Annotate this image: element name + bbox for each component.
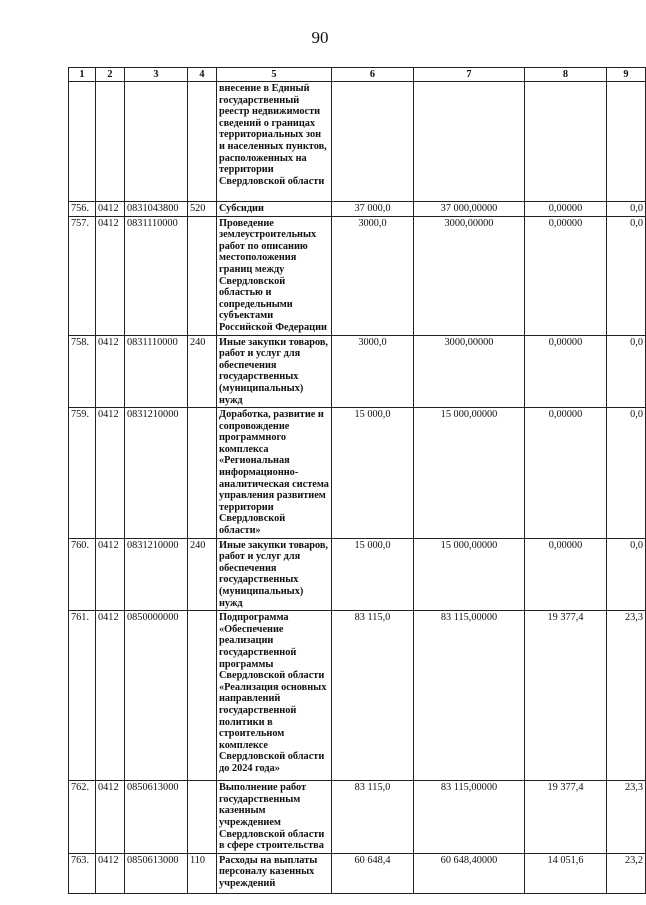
item-name: Доработка, развитие и сопровождение программного комплекса «Региональная информационно-аналитическая система управления развитием территории Свердловской области»: [217, 408, 332, 539]
section-code: 0412: [96, 853, 125, 893]
execution-percent: [607, 82, 646, 202]
section-code: 0412: [96, 538, 125, 611]
expense-type: [188, 611, 217, 781]
item-name: Расходы на выплаты персоналу казенных учреждений: [217, 853, 332, 893]
row-number: 763.: [69, 853, 96, 893]
execution-percent: 23,2: [607, 853, 646, 893]
section-code: [96, 82, 125, 202]
table-row: [69, 216, 646, 335]
item-name: Иные закупки товаров, работ и услуг для обеспечения государственных (муниципальных) нужд: [217, 335, 332, 408]
execution-percent: 23,3: [607, 611, 646, 781]
column-header: 3: [125, 68, 188, 82]
table-header-row: [69, 68, 646, 82]
table-row: [69, 82, 646, 202]
item-name: Иные закупки товаров, работ и услуг для обеспечения государственных (муниципальных) нужд: [217, 538, 332, 611]
section-code: 0412: [96, 335, 125, 408]
executed-amount: 14 051,6: [525, 853, 607, 893]
column-header: 9: [607, 68, 646, 82]
plan-amount: [332, 82, 414, 202]
row-number: 761.: [69, 611, 96, 781]
expense-type: [188, 82, 217, 202]
column-header: 8: [525, 68, 607, 82]
section-code: 0412: [96, 216, 125, 335]
section-code: 0412: [96, 408, 125, 539]
section-code: 0412: [96, 202, 125, 217]
target-code: 0850613000: [125, 781, 188, 854]
target-code: 0850000000: [125, 611, 188, 781]
execution-percent: 0,0: [607, 538, 646, 611]
expense-type: 240: [188, 335, 217, 408]
row-number: 758.: [69, 335, 96, 408]
table-row: [69, 202, 646, 217]
column-header: 4: [188, 68, 217, 82]
target-code: 0831210000: [125, 538, 188, 611]
table-row: [69, 538, 646, 611]
item-name: Проведение землеустроительных работ по описанию местоположения границ между Свердловской областью и сопредельными субъектами Российской Федерации: [217, 216, 332, 335]
expense-type: [188, 408, 217, 539]
approved-amount: 15 000,00000: [414, 408, 525, 539]
table-row: [69, 853, 646, 893]
row-number: 756.: [69, 202, 96, 217]
target-code: 0831043800: [125, 202, 188, 217]
plan-amount: 15 000,0: [332, 408, 414, 539]
executed-amount: 19 377,4: [525, 611, 607, 781]
target-code: 0831110000: [125, 335, 188, 408]
plan-amount: 3000,0: [332, 335, 414, 408]
executed-amount: 19 377,4: [525, 781, 607, 854]
execution-percent: 0,0: [607, 216, 646, 335]
row-number: 757.: [69, 216, 96, 335]
target-code: [125, 82, 188, 202]
item-name: Субсидии: [217, 202, 332, 217]
approved-amount: 83 115,00000: [414, 611, 525, 781]
expense-type: 520: [188, 202, 217, 217]
section-code: 0412: [96, 781, 125, 854]
expense-type: 110: [188, 853, 217, 893]
item-name: внесение в Единый государственный реестр недвижимости сведений о границах территориальных зон и населенных пунктов, расположенных на территории Свердловской области: [217, 82, 332, 202]
column-header: 7: [414, 68, 525, 82]
approved-amount: 15 000,00000: [414, 538, 525, 611]
expense-type: [188, 216, 217, 335]
plan-amount: 60 648,4: [332, 853, 414, 893]
approved-amount: 3000,00000: [414, 335, 525, 408]
table-row: [69, 611, 646, 781]
plan-amount: 3000,0: [332, 216, 414, 335]
execution-percent: 0,0: [607, 202, 646, 217]
plan-amount: 83 115,0: [332, 781, 414, 854]
row-number: 762.: [69, 781, 96, 854]
column-header: 2: [96, 68, 125, 82]
column-header: 5: [217, 68, 332, 82]
executed-amount: 0,00000: [525, 202, 607, 217]
approved-amount: 37 000,00000: [414, 202, 525, 217]
approved-amount: 3000,00000: [414, 216, 525, 335]
approved-amount: [414, 82, 525, 202]
expense-type: [188, 781, 217, 854]
executed-amount: 0,00000: [525, 216, 607, 335]
plan-amount: 15 000,0: [332, 538, 414, 611]
row-number: [69, 82, 96, 202]
table-row: [69, 335, 646, 408]
column-header: 1: [69, 68, 96, 82]
row-number: 759.: [69, 408, 96, 539]
table-row: [69, 781, 646, 854]
executed-amount: 0,00000: [525, 408, 607, 539]
executed-amount: [525, 82, 607, 202]
section-code: 0412: [96, 611, 125, 781]
budget-table: [68, 67, 646, 894]
column-header: 6: [332, 68, 414, 82]
execution-percent: 0,0: [607, 335, 646, 408]
target-code: 0850613000: [125, 853, 188, 893]
item-name: Выполнение работ государственным казенным учреждением Свердловской области в сфере строительства: [217, 781, 332, 854]
target-code: 0831110000: [125, 216, 188, 335]
plan-amount: 37 000,0: [332, 202, 414, 217]
approved-amount: 60 648,40000: [414, 853, 525, 893]
execution-percent: 0,0: [607, 408, 646, 539]
expense-type: 240: [188, 538, 217, 611]
plan-amount: 83 115,0: [332, 611, 414, 781]
executed-amount: 0,00000: [525, 538, 607, 611]
item-name: Подпрограмма «Обеспечение реализации государственной программы Свердловской области «Реализация основных направлений государственной политики в строительном комплексе Свердловской области до 2024 года»: [217, 611, 332, 781]
executed-amount: 0,00000: [525, 335, 607, 408]
row-number: 760.: [69, 538, 96, 611]
page-number: 90: [311, 28, 329, 47]
execution-percent: 23,3: [607, 781, 646, 854]
target-code: 0831210000: [125, 408, 188, 539]
approved-amount: 83 115,00000: [414, 781, 525, 854]
table-row: [69, 408, 646, 539]
